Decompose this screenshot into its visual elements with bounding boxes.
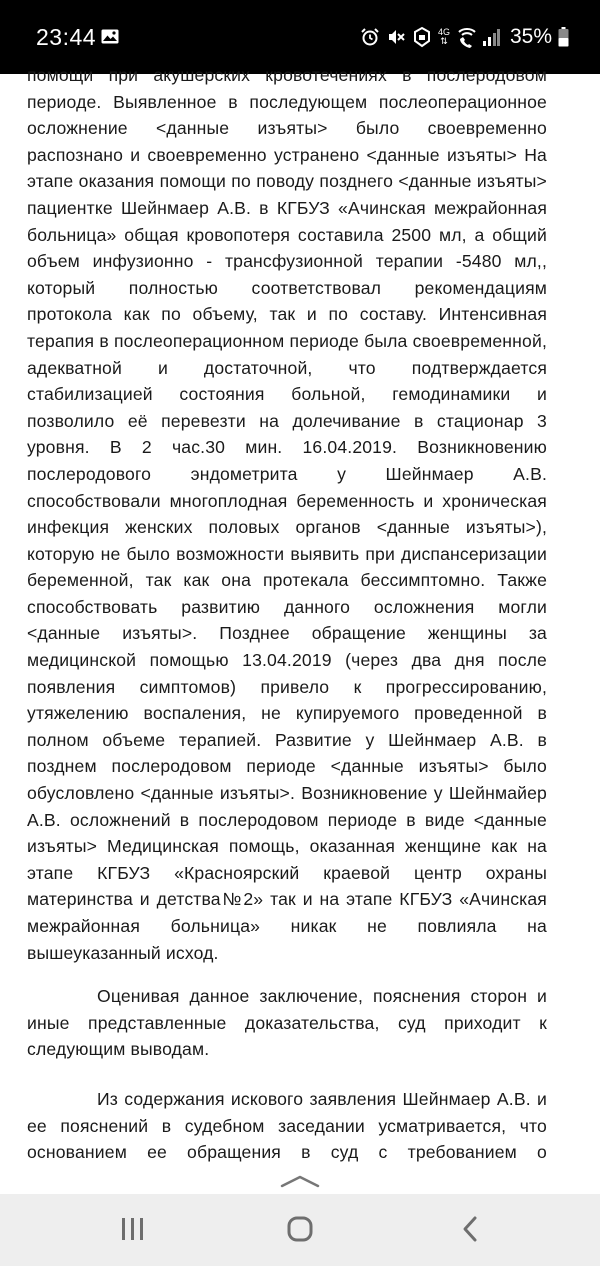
alarm-icon xyxy=(360,27,380,47)
collapse-handle[interactable] xyxy=(0,1166,600,1194)
network-type-indicator xyxy=(438,28,450,46)
back-icon[interactable] xyxy=(455,1214,495,1244)
secure-folder-icon xyxy=(412,27,432,47)
wifi-calling-icon xyxy=(456,27,476,47)
home-icon[interactable] xyxy=(280,1214,320,1244)
signal-strength-icon xyxy=(482,27,502,47)
battery-icon xyxy=(558,27,578,47)
document-paragraph: Оценивая данное заключение, пояснения сторон и иные представленные доказательства, суд приходит к следующим выводам. xyxy=(27,986,547,1060)
mute-icon xyxy=(386,27,406,47)
home-button[interactable] xyxy=(280,1214,320,1244)
recent-apps-button[interactable] xyxy=(113,1214,153,1244)
gallery-notification-icon xyxy=(101,29,119,44)
status-icons xyxy=(360,22,578,52)
document-text xyxy=(27,62,547,1166)
battery-percentage: 35% xyxy=(509,25,552,48)
data-arrows-icon: ⇅ xyxy=(440,36,448,46)
back-button[interactable] xyxy=(455,1214,495,1244)
document-paragraph: Из содержания искового заявления Шейнмаер А.В. и ее пояснений в судебном заседании усматривается, что основанием ее обращения в суд с требованием о xyxy=(27,1088,547,1163)
chevron-up-icon[interactable] xyxy=(280,1174,320,1188)
recent-apps-icon[interactable] xyxy=(113,1214,153,1244)
network-type-label: 4G xyxy=(437,27,450,37)
navigation-bar xyxy=(0,1194,600,1266)
document-paragraph: помощи при акушерских кровотечениях в послеродовом периоде. Выявленное в последующем послеоперационное осложнение <данные изъяты> было своевременно распознано и своевременно устранено <данные изъяты> На этапе оказания помощи по поводу позднего <данные изъяты> пациентке Шейнмаер А.В. в КГБУЗ «Ачинская межрайонная больница» общая кровопотеря составила 2500 мл, а общий объем инфузионно - трансфузионной терапии -5480 мл,, который полностью соответствовал рекомендациям протокола как по объему, так и по составу. Интенсивная терапия в послеоперационном периоде была своевременной, адекватной и достаточной, что подтверждается стабилизацией состояния больной, гемодинамики и позволило её перевезти на долечивание в стационар 3 уровня. В 2 час.30 мин. 16.04.2019. Возникновению послеродового эндометрита у Шейнмаер А.В. способствовали многоплодная беременность и хроническая инфекция женских половых органов <данные изъяты>), которую не было возможности выявить при диспансеризации беременной, так как она протекала бессимптомно. Также способствовать развитию данного осложнения могли <данные изъяты>. Позднее обращение женщины за медицинской помощью 13.04.2019 (через два дня после появления симптомов) привело к прогрессированию, утяжелению воспаления, не купируемого проведенной в полном объеме терапией. Развитие у Шейнмаер А.В. в позднем послеродовом периоде <данные изъяты> было обусловлено <данные изъяты>. Возникновение у Шейнмайер А.В. осложнений в послеродовом периоде в виде <данные изъяты> Медицинская помощь, оказанная женщине как на этапе КГБУЗ «Красноярский краевой центр охраны материнства и детства№2» так и на этапе КГБУЗ «Ачинская межрайонная больница» никак не повлияла на вышеуказанный исход. xyxy=(27,65,547,963)
clock: 23:44 xyxy=(36,24,97,50)
